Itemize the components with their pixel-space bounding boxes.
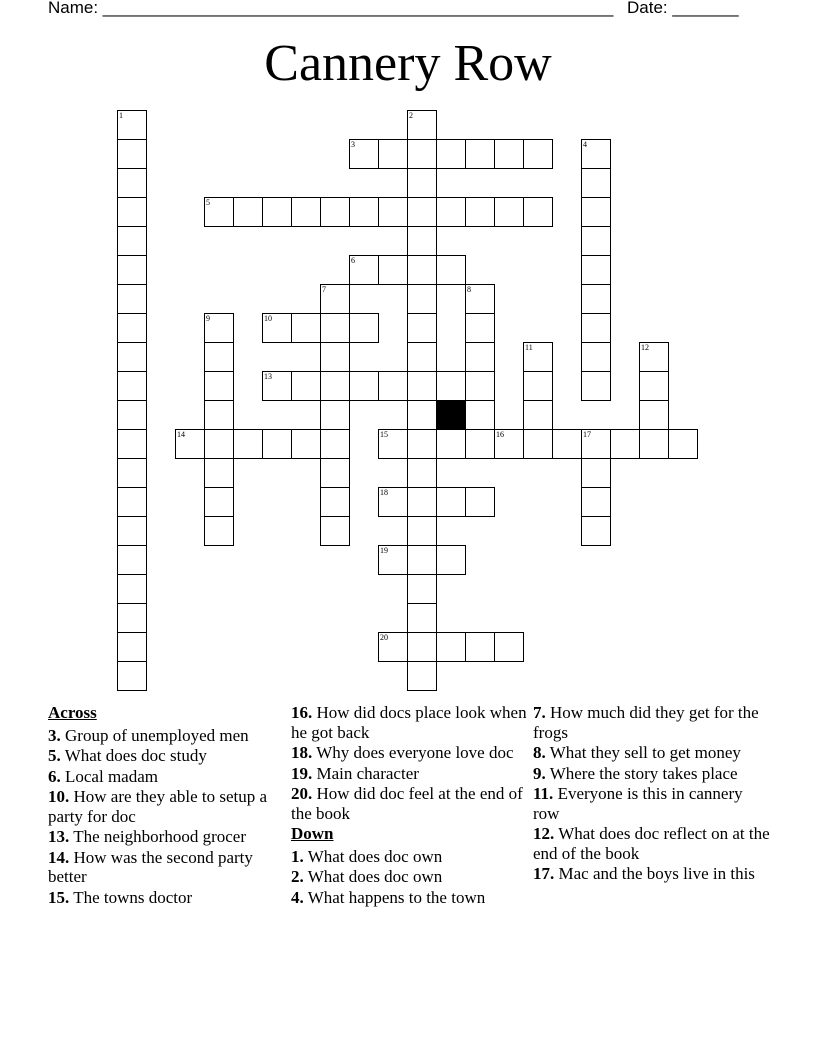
crossword-cell[interactable] <box>465 284 495 314</box>
clue-number: 15 <box>380 430 388 439</box>
crossword-cell[interactable] <box>291 197 321 227</box>
crossword-cell[interactable] <box>436 429 466 459</box>
crossword-cell[interactable] <box>117 545 147 575</box>
crossword-cell[interactable] <box>465 342 495 372</box>
clue-across-14: 14. How was the second party better <box>48 847 253 886</box>
crossword-cell[interactable] <box>262 371 292 401</box>
crossword-cell[interactable] <box>581 429 611 459</box>
crossword-cell[interactable] <box>494 139 524 169</box>
crossword-cell[interactable] <box>407 487 437 517</box>
crossword-cell[interactable] <box>407 313 437 343</box>
crossword-cell[interactable] <box>320 429 350 459</box>
clue-across-5: 5. What does doc study <box>48 746 207 765</box>
crossword-cell[interactable] <box>523 400 553 430</box>
crossword-cell[interactable] <box>407 110 437 140</box>
crossword-cell[interactable] <box>407 603 437 633</box>
crossword-cell[interactable] <box>407 632 437 662</box>
clue-across-6: 6. Local madam <box>48 766 158 786</box>
crossword-cell[interactable] <box>407 255 437 285</box>
crossword-cell[interactable] <box>407 516 437 546</box>
crossword-cell[interactable] <box>407 545 437 575</box>
crossword-cell[interactable] <box>117 574 147 604</box>
crossword-cell[interactable] <box>117 603 147 633</box>
crossword-cell[interactable] <box>581 458 611 488</box>
clue-across-19: 19. Main character <box>291 763 419 783</box>
crossword-cell[interactable] <box>552 429 582 459</box>
crossword-cell[interactable] <box>581 516 611 546</box>
crossword-cell[interactable] <box>523 342 553 372</box>
crossword-cell[interactable] <box>668 429 698 459</box>
crossword-cell[interactable] <box>378 371 408 401</box>
clue-number: 12 <box>641 343 649 352</box>
crossword-cell[interactable] <box>639 342 669 372</box>
crossword-cell[interactable] <box>465 313 495 343</box>
clue-down-7: 7. How much did they get for the frogs <box>533 703 759 742</box>
clue-down-1: 1. What does doc own <box>291 846 443 866</box>
crossword-cell[interactable] <box>610 429 640 459</box>
crossword-cell[interactable] <box>494 429 524 459</box>
clue-number: 9 <box>206 314 210 323</box>
clue-down-4: 4. What happens to the town <box>291 887 486 907</box>
crossword-cell[interactable] <box>465 139 495 169</box>
crossword-cell[interactable] <box>407 429 437 459</box>
crossword-cell[interactable] <box>581 284 611 314</box>
clue-number: 13 <box>264 372 272 381</box>
crossword-cell[interactable] <box>204 516 234 546</box>
date-field[interactable]: Date: _______ <box>627 0 739 17</box>
crossword-cell[interactable] <box>117 284 147 314</box>
crossword-cell[interactable] <box>407 226 437 256</box>
crossword-cell[interactable] <box>523 371 553 401</box>
down-heading: Down <box>291 824 334 843</box>
page-title: Cannery Row <box>264 35 552 92</box>
crossword-cell[interactable] <box>291 371 321 401</box>
crossword-cell[interactable] <box>117 197 147 227</box>
crossword-cell[interactable] <box>320 342 350 372</box>
crossword-cell[interactable] <box>349 139 379 169</box>
clue-number: 8 <box>467 285 471 294</box>
crossword-cell[interactable] <box>378 545 408 575</box>
crossword-cell[interactable] <box>378 139 408 169</box>
crossword-cell[interactable] <box>117 371 147 401</box>
crossword-cell[interactable] <box>465 197 495 227</box>
crossword-cell[interactable] <box>465 371 495 401</box>
clue-down-12: 12. What does doc reflect on at the end of the book <box>533 824 770 863</box>
crossword-cell[interactable] <box>204 371 234 401</box>
crossword-cell[interactable] <box>233 197 263 227</box>
clue-down-17: 17. Mac and the boys live in this <box>533 864 755 883</box>
across-heading: Across <box>48 703 97 722</box>
crossword-cell[interactable] <box>117 487 147 517</box>
crossword-cell[interactable] <box>581 342 611 372</box>
crossword-cell[interactable] <box>204 400 234 430</box>
crossword-cell[interactable] <box>436 197 466 227</box>
crossword-cell[interactable] <box>407 342 437 372</box>
crossword-cell[interactable] <box>523 139 553 169</box>
crossword-cell[interactable] <box>320 284 350 314</box>
crossword-cell[interactable] <box>175 429 205 459</box>
crossword-cell[interactable] <box>378 197 408 227</box>
crossword-cell[interactable] <box>204 429 234 459</box>
crossword-cell[interactable] <box>117 458 147 488</box>
black-square <box>436 400 466 430</box>
crossword-cell[interactable] <box>581 371 611 401</box>
crossword-cell[interactable] <box>494 632 524 662</box>
clue-across-15: 15. The towns doctor <box>48 887 193 907</box>
crossword-cell[interactable] <box>204 197 234 227</box>
clue-number: 16 <box>496 430 504 439</box>
clue-number: 14 <box>177 430 185 439</box>
crossword-cell[interactable] <box>204 342 234 372</box>
clue-number: 5 <box>206 198 210 207</box>
clue-number: 20 <box>380 633 388 642</box>
clue-across-20: 20. How did doc feel at the end of the book <box>291 784 523 823</box>
crossword-cell[interactable] <box>639 429 669 459</box>
crossword-cell[interactable] <box>320 197 350 227</box>
crossword-cell[interactable] <box>465 632 495 662</box>
crossword-cell[interactable] <box>204 458 234 488</box>
clue-down-9: 9. Where the story takes place <box>533 763 738 783</box>
crossword-cell[interactable] <box>523 197 553 227</box>
crossword-cell[interactable] <box>117 255 147 285</box>
clues-column-2 <box>291 703 531 908</box>
crossword-cell[interactable] <box>378 632 408 662</box>
crossword-cell[interactable] <box>407 197 437 227</box>
crossword-cell[interactable] <box>320 487 350 517</box>
crossword-cell[interactable] <box>581 168 611 198</box>
crossword-cell[interactable] <box>262 313 292 343</box>
crossword-cell[interactable] <box>407 139 437 169</box>
clue-number: 11 <box>525 343 533 352</box>
crossword-cell[interactable] <box>465 400 495 430</box>
clue-across-10: 10. How are they able to setup a party for doc <box>48 787 268 826</box>
clue-number: 4 <box>583 140 587 149</box>
crossword-cell[interactable] <box>117 661 147 691</box>
crossword-cell[interactable] <box>349 197 379 227</box>
crossword-cell[interactable] <box>349 371 379 401</box>
crossword-cell[interactable] <box>407 400 437 430</box>
crossword-cell[interactable] <box>378 487 408 517</box>
crossword-cell[interactable] <box>581 255 611 285</box>
crossword-cell[interactable] <box>117 168 147 198</box>
crossword-cell[interactable] <box>349 313 379 343</box>
crossword-cell[interactable] <box>581 139 611 169</box>
crossword-cell[interactable] <box>117 139 147 169</box>
crossword-cell[interactable] <box>349 255 379 285</box>
clue-across-18: 18. Why does everyone love doc <box>291 743 514 762</box>
crossword-cell[interactable] <box>436 545 466 575</box>
crossword-cell[interactable] <box>378 255 408 285</box>
clue-number: 19 <box>380 546 388 555</box>
crossword-cell[interactable] <box>465 429 495 459</box>
clue-number: 3 <box>351 140 355 149</box>
crossword-cell[interactable] <box>320 400 350 430</box>
crossword-cell[interactable] <box>204 487 234 517</box>
crossword-cell[interactable] <box>639 371 669 401</box>
crossword-cell[interactable] <box>262 429 292 459</box>
crossword-cell[interactable] <box>320 516 350 546</box>
clue-number: 2 <box>409 111 413 120</box>
crossword-cell[interactable] <box>581 226 611 256</box>
clue-number: 18 <box>380 488 388 497</box>
clue-across-3: 3. Group of unemployed men <box>48 725 249 745</box>
clue-across-13: 13. The neighborhood grocer <box>48 827 246 846</box>
clue-number: 6 <box>351 256 355 265</box>
crossword-cell[interactable] <box>436 139 466 169</box>
crossword-cell[interactable] <box>494 197 524 227</box>
crossword-cell[interactable] <box>436 487 466 517</box>
crossword-cell[interactable] <box>204 313 234 343</box>
clues-column-3 <box>533 703 773 885</box>
clue-number: 7 <box>322 285 326 294</box>
crossword-cell[interactable] <box>407 661 437 691</box>
crossword-cell[interactable] <box>581 197 611 227</box>
crossword-cell[interactable] <box>436 632 466 662</box>
crossword-cell[interactable] <box>320 458 350 488</box>
clue-down-8: 8. What they sell to get money <box>533 743 741 762</box>
crossword-cell[interactable] <box>407 574 437 604</box>
crossword-cell[interactable] <box>436 255 466 285</box>
crossword-cell[interactable] <box>581 487 611 517</box>
crossword-cell[interactable] <box>320 371 350 401</box>
crossword-cell[interactable] <box>117 226 147 256</box>
clue-down-2: 2. What does doc own <box>291 867 443 886</box>
clue-down-11: 11. Everyone is this in cannery row <box>533 784 743 823</box>
crossword-cell[interactable] <box>407 458 437 488</box>
crossword-cell[interactable] <box>117 400 147 430</box>
crossword-cell[interactable] <box>291 429 321 459</box>
crossword-cell[interactable] <box>117 313 147 343</box>
crossword-cell[interactable] <box>465 487 495 517</box>
crossword-cell[interactable] <box>117 342 147 372</box>
crossword-cell[interactable] <box>407 284 437 314</box>
clues-column-1 <box>48 703 288 908</box>
crossword-cell[interactable] <box>378 429 408 459</box>
crossword-cell[interactable] <box>407 371 437 401</box>
crossword-cell[interactable] <box>581 313 611 343</box>
crossword-cell[interactable] <box>117 516 147 546</box>
clue-number: 10 <box>264 314 272 323</box>
clue-number: 1 <box>119 111 123 120</box>
crossword-cell[interactable] <box>523 429 553 459</box>
crossword-cell[interactable] <box>639 400 669 430</box>
crossword-cell[interactable] <box>436 371 466 401</box>
clue-number: 17 <box>583 430 591 439</box>
crossword-cell[interactable] <box>117 429 147 459</box>
crossword-cell[interactable] <box>117 632 147 662</box>
crossword-cell[interactable] <box>117 110 147 140</box>
name-field[interactable]: Name: ______________________________________________________ <box>48 0 614 17</box>
crossword-cell[interactable] <box>291 313 321 343</box>
crossword-cell[interactable] <box>407 168 437 198</box>
crossword-cell[interactable] <box>320 313 350 343</box>
crossword-cell[interactable] <box>233 429 263 459</box>
crossword-cell[interactable] <box>262 197 292 227</box>
clue-across-16: 16. How did docs place look when he got back <box>291 703 527 742</box>
